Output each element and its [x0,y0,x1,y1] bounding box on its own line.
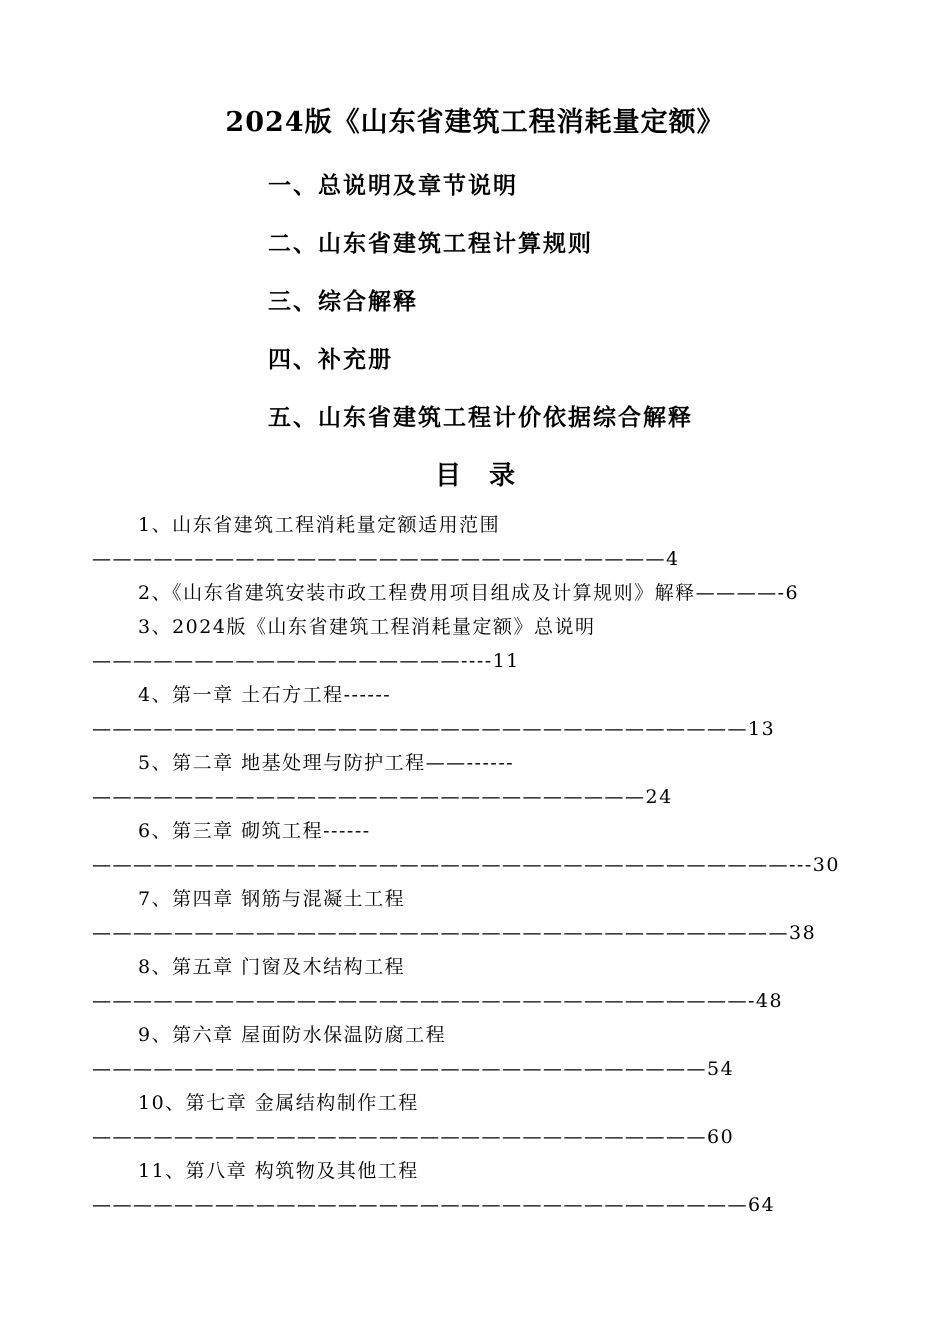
toc-entry-label: 1、山东省建筑工程消耗量定额适用范围 [138,514,501,536]
toc-entry-leader: ———————————————————————————————— [92,1194,748,1216]
toc-entry-label: 3、2024版《山东省建筑工程消耗量定额》总说明 [138,616,596,638]
toc-entry-label: 4、第一章 土石方工程 [138,684,344,706]
toc-entry[interactable] [92,678,860,746]
toc-entry[interactable] [92,814,860,882]
toc-entry-leader: ————————————————————————————————- [92,990,756,1012]
toc-entry[interactable] [92,1086,860,1154]
toc-entry-label: 8、第五章 门窗及木结构工程 [138,956,406,978]
toc-entry-label: 2、《山东省建筑安装市政工程费用项目组成及计算规则》解释 [138,582,696,604]
document-title: 2024版《山东省建筑工程消耗量定额》 [225,107,725,138]
toc-entry-leader: —————————————————————————————————— [92,922,789,944]
toc-list [92,508,860,1222]
toc-entry-label: 11、第八章 构筑物及其他工程 [138,1160,419,1182]
toc-entry[interactable] [92,746,860,814]
toc-entry-page: 54 [707,1058,735,1080]
contents-item: 二、山东省建筑工程计算规则 [268,230,593,257]
contents-item: 四、补充册 [268,346,393,373]
toc-entry-page: 30 [812,854,840,876]
toc-heading: 目录 [434,461,543,491]
toc-entry-leader: ———————————————————————————— [92,548,666,570]
toc-entry[interactable] [92,882,860,950]
toc-entry-page: 64 [748,1194,776,1216]
toc-entry-label: 6、第三章 砌筑工程 [138,820,324,842]
toc-entry-leader: ——————————————————---- [92,650,493,672]
toc-entry[interactable] [92,1018,860,1086]
toc-entry[interactable] [92,610,860,678]
toc-entry-label: 5、第二章 地基处理与防护工程 [138,752,426,774]
toc-entry-page: 24 [645,786,673,808]
toc-entry-label: 7、第四章 钢筋与混凝土工程 [138,888,406,910]
toc-entry-leader: ————- [695,582,786,604]
toc-entry-page: 60 [707,1126,735,1148]
toc-entry-label: 9、第六章 屋面防水保温防腐工程 [138,1024,447,1046]
toc-entry-leader: ------——————————————————————————————————--- [92,820,813,876]
toc-entry-leader: ------———————————————————————————————— [92,684,748,740]
toc-entry-page: 6 [785,582,800,604]
contents-item: 一、总说明及章节说明 [268,172,518,199]
contents-list [268,166,693,456]
toc-entry[interactable] [92,508,860,576]
toc-entry-page: 4 [666,548,680,570]
toc-entry-page: 11 [492,650,520,672]
toc-entry-page: 13 [748,718,776,740]
toc-entry-leader: —————————————————————————————— [92,1058,707,1080]
toc-entry[interactable] [92,1154,860,1222]
contents-item: 五、山东省建筑工程计价依据综合解释 [268,404,693,431]
toc-entry-leader: ——------——————————————————————————— [92,752,646,808]
toc-entry[interactable] [92,576,860,610]
toc-entry-label: 10、第七章 金属结构制作工程 [138,1092,419,1114]
toc-entry[interactable] [92,950,860,1018]
toc-entry-page: 48 [755,990,784,1012]
contents-item: 三、综合解释 [268,288,418,315]
toc-entry-page: 38 [789,922,817,944]
toc-entry-leader: —————————————————————————————— [92,1126,707,1148]
